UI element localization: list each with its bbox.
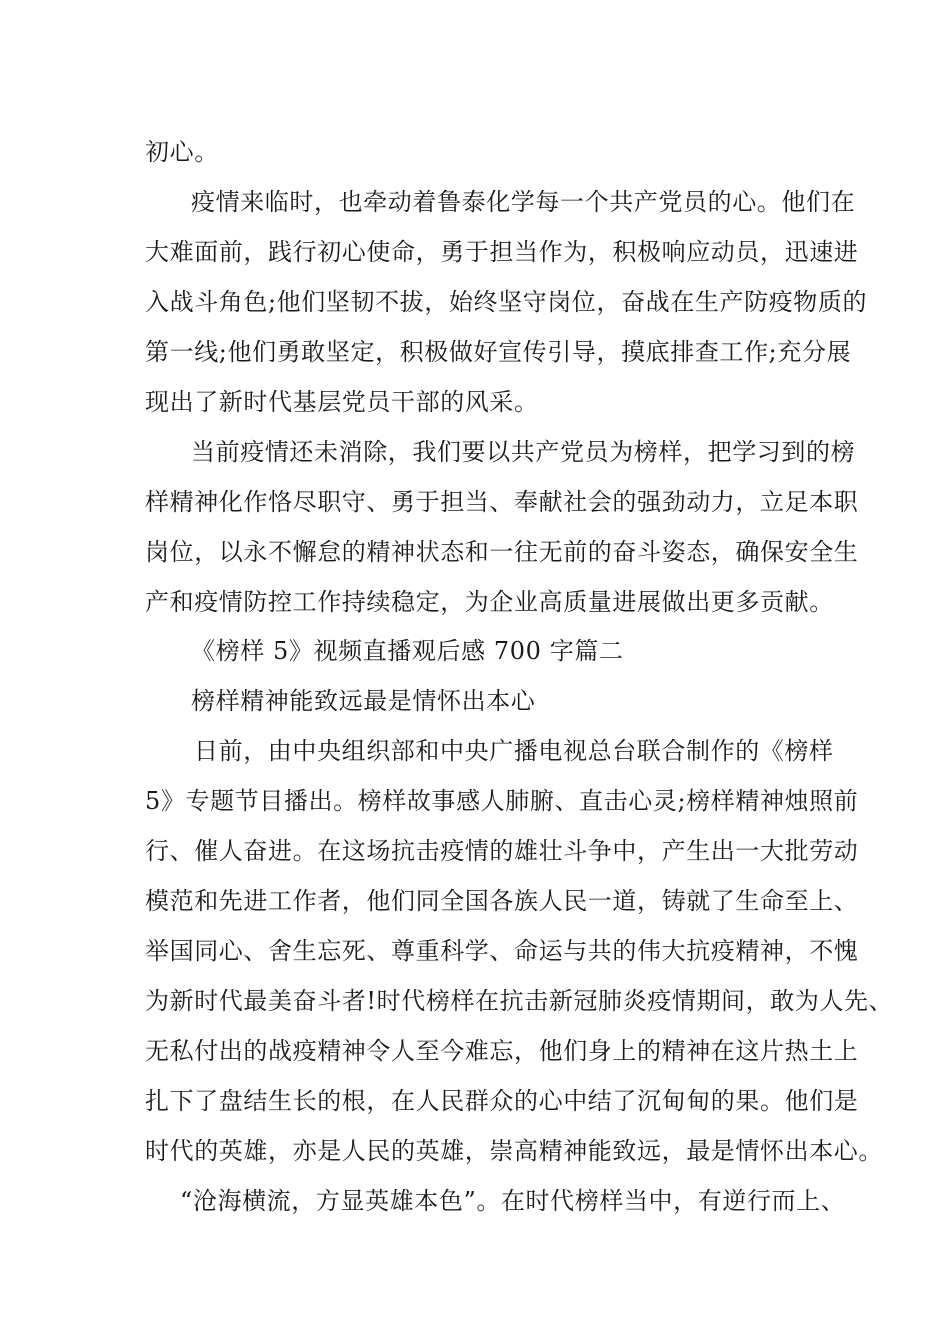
subtitle-line: 榜样精神能致远最是情怀出本心 xyxy=(191,687,536,715)
paragraph-line: “沧海横流，方显英雄本色”。在时代榜样当中，有逆行而上、 xyxy=(180,1187,846,1215)
text-line: 为新时代最美奋斗者!时代榜样在抗击新冠肺炎疫情期间，敢为人先、 xyxy=(145,987,894,1015)
text-line: 入战斗角色;他们坚韧不拔，始终坚守岗位，奋战在生产防疫物质的 xyxy=(145,288,868,316)
text-line: 5》专题节目播出。榜样故事感人肺腑、直击心灵;榜样精神烛照前 xyxy=(145,787,859,815)
section-heading: 《榜样 5》视频直播观后感 700 字篇二 xyxy=(191,637,624,665)
text-line: 现出了新时代基层党员干部的风采。 xyxy=(145,388,539,416)
text-line: 扎下了盘结生长的根，在人民群众的心中结了沉甸甸的果。他们是 xyxy=(145,1087,859,1115)
text-line: 时代的英雄，亦是人民的英雄，崇高精神能致远，最是情怀出本心。 xyxy=(145,1137,883,1165)
paragraph-line: 当前疫情还未消除，我们要以共产党员为榜样，把学习到的榜 xyxy=(191,438,856,466)
text-line: 行、催人奋进。在这场抗击疫情的雄壮斗争中，产生出一大批劳动 xyxy=(145,837,859,865)
text-line: 无私付出的战疫精神令人至今难忘，他们身上的精神在这片热土上 xyxy=(145,1037,859,1065)
paragraph-line: 疫情来临时，也牵动着鲁泰化学每一个共产党员的心。他们在 xyxy=(191,188,856,216)
text-line: 产和疫情防控工作持续稳定，为企业高质量进展做出更多贡献。 xyxy=(145,588,834,616)
text-line: 初心。 xyxy=(145,138,219,166)
text-line: 模范和先进工作者，他们同全国各族人民一道，铸就了生命至上、 xyxy=(145,887,859,915)
text-line: 举国同心、舍生忘死、尊重科学、命运与共的伟大抗疫精神，不愧 xyxy=(145,937,859,965)
text-line: 第一线;他们勇敢坚定，积极做好宣传引导，摸底排查工作;充分展 xyxy=(145,338,852,366)
text-line: 岗位，以永不懈怠的精神状态和一往无前的奋斗姿态，确保安全生 xyxy=(145,538,859,566)
text-line: 样精神化作恪尽职守、勇于担当、奉献社会的强劲动力，立足本职 xyxy=(145,488,859,516)
paragraph-line: 日前，由中央组织部和中央广播电视总台联合制作的《榜样 xyxy=(194,737,834,765)
text-line: 大难面前，践行初心使命，勇于担当作为，积极响应动员，迅速进 xyxy=(145,238,859,266)
